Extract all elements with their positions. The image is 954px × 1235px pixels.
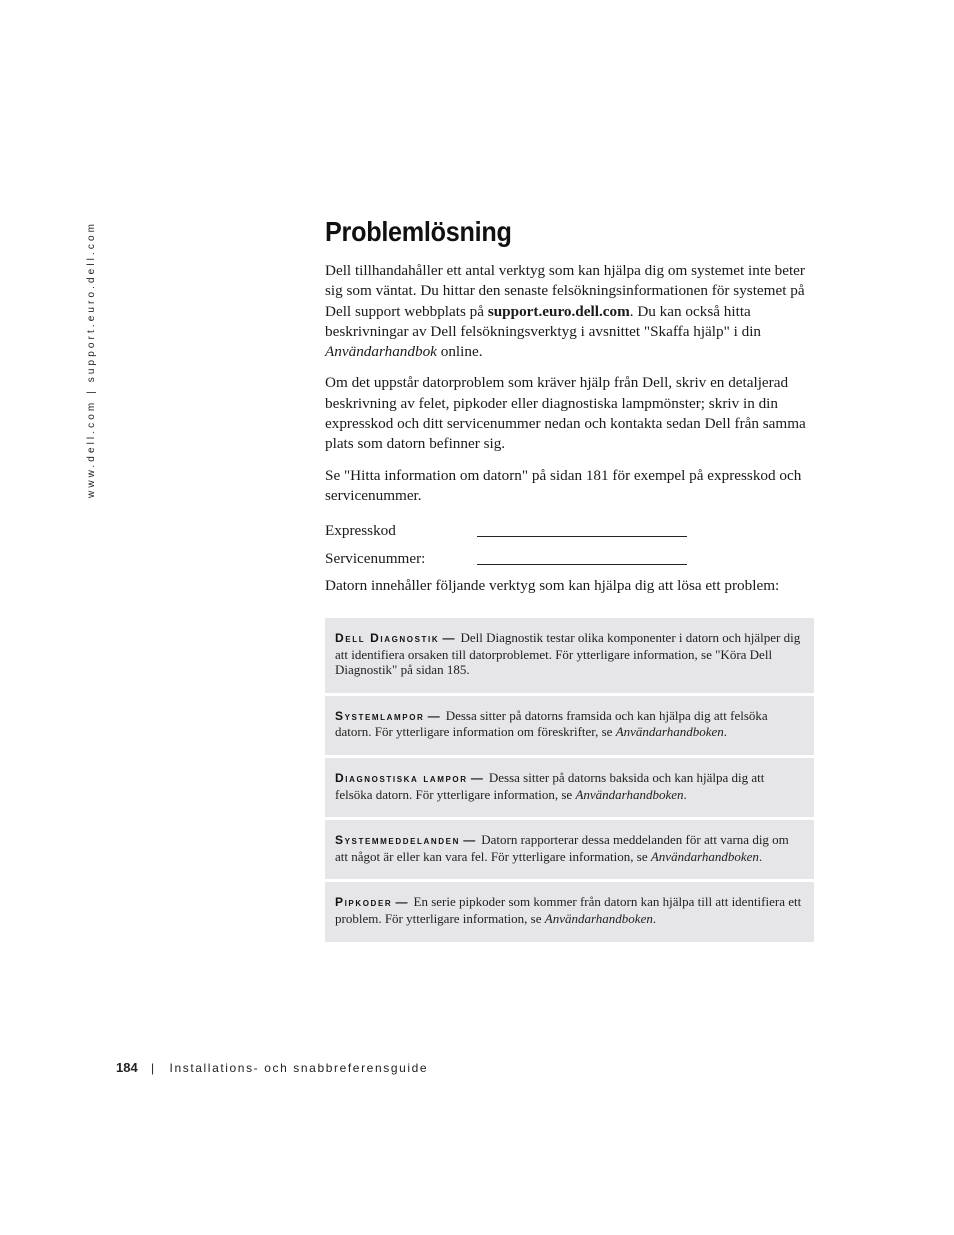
tool-dash: — [463, 833, 476, 848]
service-number-label: Servicenummer: [325, 550, 426, 568]
sidebar-url: www.dell.com | support.euro.dell.com [86, 220, 97, 498]
express-code-label: Expresskod [325, 522, 396, 540]
tool-italic: Användarhandboken [544, 910, 653, 926]
footer-separator: | [151, 1061, 155, 1075]
tool-name: Systemlampor [335, 708, 425, 723]
tool-dash: — [442, 631, 455, 645]
tool-italic: Användarhandboken [650, 848, 759, 864]
service-number-line [477, 564, 687, 565]
tool-text: Datorn rapporterar dessa meddelanden för att varna dig om att något är eller kan vara fel. För ytterligare information, se [335, 832, 789, 864]
contact-paragraph: Om det uppstår datorproblem som kräver hjälp från Dell, skriv en detaljerad beskrivning av felet, pipkoder eller diagnostiska lampmönster; skriv in din expresskod och ditt servicenummer nedan och kontakta sedan Dell från samma plats som datorn befinner sig. [325, 374, 806, 453]
tool-tail: . [723, 724, 728, 740]
intro-text-b: . Du kan också hitta beskrivningar av Dell felsökningsverktyg i avsnittet "Skaffa hjälp" i din [325, 302, 762, 340]
tool-name: Systemmeddelanden [335, 833, 460, 848]
tool-systemmeddelanden [325, 820, 814, 879]
tool-pipkoder [325, 882, 814, 941]
intro-text-a: Dell tillhandahåller ett antal verktyg som kan hjälpa dig om systemet inte beter sig som väntat. Du hittar den senaste felsökningsinformationen för systemet på Dell support webbplats på [325, 262, 805, 320]
tool-text: Dell Diagnostik testar olika komponenter i datorn och hjälper dig att identifiera orsaken till datorproblemet. För ytterligare information, se "Köra Dell Diagnostik" på sidan 185. [335, 630, 801, 678]
tool-tail: . [758, 848, 763, 864]
main-content [325, 212, 815, 596]
tools-intro: Datorn innehåller följande verktyg som kan hjälpa dig att lösa ett problem: [325, 577, 780, 595]
guide-title: Installations- och snabbreferensguide [169, 1061, 429, 1075]
intro-text-c: online. [436, 343, 483, 361]
tool-diagnostiska-lampor [325, 758, 814, 817]
tool-text: En serie pipkoder som kommer från datorn kan hjälpa till att identifiera ett problem. För ytterligare information, se [335, 894, 802, 926]
page-title: Problemlösning [325, 216, 512, 247]
page-footer [116, 1060, 428, 1075]
express-code-row [325, 517, 815, 545]
tool-tail: . [683, 786, 687, 802]
tool-systemlampor [325, 696, 814, 755]
intro-paragraph [325, 261, 815, 362]
tool-name: Diagnostiska lampor [335, 770, 468, 785]
tool-dash: — [470, 770, 483, 785]
tool-dash: — [395, 895, 408, 910]
tool-italic: Användarhandboken [575, 786, 684, 802]
tool-text: Dessa sitter på datorns framsida och kan hjälpa dig att felsöka datorn. För ytterligare information om föreskrifter, se [335, 707, 768, 740]
tool-text: Dessa sitter på datorns baksida och kan hjälpa dig att felsöka datorn. För ytterligare information, se [335, 769, 765, 802]
tool-dell-diagnostik [325, 618, 814, 693]
service-number-row [325, 545, 815, 573]
express-code-line [477, 536, 687, 537]
reference-paragraph: Se "Hitta information om datorn" på sidan 181 för exempel på expresskod och servicenummer. [325, 466, 802, 504]
tool-tail: . [652, 910, 657, 926]
support-link[interactable]: support.euro.dell.com [487, 302, 630, 320]
page-number: 184 [116, 1060, 138, 1075]
tools-list [325, 618, 814, 945]
tool-dash: — [427, 708, 440, 723]
tool-name: Pipkoder [335, 895, 393, 910]
manual-title: Användarhandbok [325, 343, 437, 361]
tool-name: Dell Diagnostik [335, 631, 440, 645]
tool-italic: Användarhandboken [615, 724, 724, 740]
